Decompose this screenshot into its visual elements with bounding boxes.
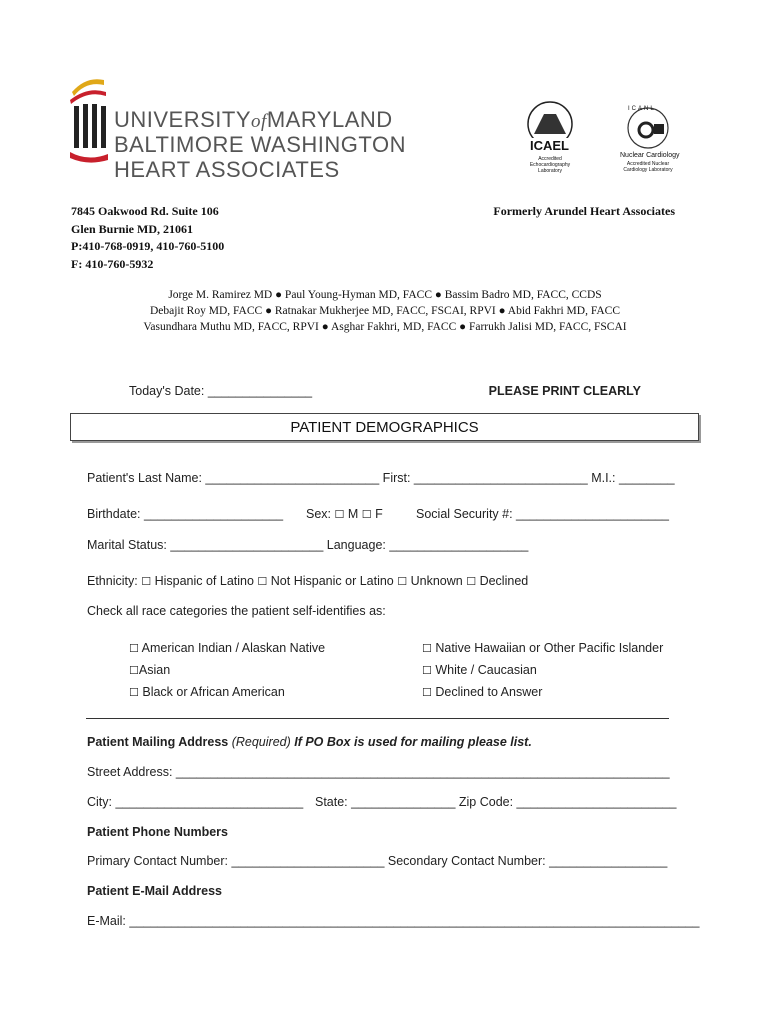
- patient-name-field[interactable]: Patient's Last Name: _________________________ First: _________________________ M.I.: ________: [87, 471, 675, 485]
- race-label: Black or African American: [142, 685, 285, 699]
- icanl-subtitle: Nuclear Cardiology: [620, 152, 680, 159]
- ethnicity-option: Hispanic of Latino: [154, 574, 254, 588]
- address-line: Glen Burnie MD, 21061: [71, 221, 193, 236]
- checkbox[interactable]: ☐: [141, 575, 152, 588]
- address-line: 7845 Oakwood Rd. Suite 106: [71, 204, 219, 218]
- street-address-field[interactable]: Street Address: _______________________________________________________________________: [87, 765, 670, 779]
- checkbox[interactable]: ☐: [422, 664, 432, 677]
- fax-line: F: 410-760-5932: [71, 256, 154, 271]
- race-label: Declined to Answer: [435, 685, 543, 699]
- checkbox[interactable]: ☐: [129, 642, 139, 655]
- logo-line1: UNIVERSITYofMARYLAND: [114, 107, 393, 132]
- ethnicity-option: Declined: [479, 574, 529, 588]
- race-label: Asian: [138, 663, 171, 677]
- ethnicity-option: Not Hispanic or Latino: [270, 574, 394, 588]
- logo-emblem: [68, 74, 110, 166]
- ethnicity-field: [87, 574, 528, 588]
- city-field[interactable]: City: ___________________________: [87, 795, 304, 809]
- checkbox[interactable]: ☐: [422, 642, 432, 655]
- marital-language-field[interactable]: Marital Status: ______________________ Language: ____________________: [87, 538, 529, 552]
- physician-list: [0, 287, 770, 335]
- race-option[interactable]: [129, 663, 170, 677]
- race-option[interactable]: [129, 685, 285, 699]
- physician-line: Debajit Roy MD, FACC ● Ratnakar Mukherjee MD, FACC, FSCAI, RPVI ● Abid Fakhri MD, FACC: [149, 305, 621, 317]
- sex-m-checkbox[interactable]: ☐: [334, 508, 345, 521]
- print-clearly-note: PLEASE PRINT CLEARLY: [488, 384, 641, 398]
- sex-m-label: M: [347, 507, 359, 521]
- mailing-required: (Required): [228, 735, 291, 749]
- ssn-field[interactable]: Social Security #: ______________________: [416, 507, 669, 521]
- race-option[interactable]: [422, 641, 663, 655]
- mailing-note: If PO Box is used for mailing please list.: [290, 735, 532, 749]
- phone-heading: Patient Phone Numbers: [87, 825, 228, 839]
- icanl-subtitle-2: Accredited Nuclear Cardiology Laboratory: [623, 161, 673, 173]
- checkbox[interactable]: ☐: [397, 575, 408, 588]
- sex-f-checkbox[interactable]: ☐: [361, 508, 372, 521]
- checkbox[interactable]: ☐: [129, 686, 139, 699]
- phone-numbers-field[interactable]: Primary Contact Number: ______________________ Secondary Contact Number: _________________: [87, 854, 668, 868]
- icael-subtitle: Accredited Echocardiography Laboratory: [529, 156, 571, 174]
- todays-date-field[interactable]: Today's Date: _______________: [129, 384, 313, 398]
- ethnicity-option: Unknown: [410, 574, 463, 588]
- formerly-note: Formerly Arundel Heart Associates: [493, 204, 675, 218]
- checkbox[interactable]: ☐: [257, 575, 268, 588]
- sex-f-label: F: [375, 507, 383, 521]
- logo-line2: BALTIMORE WASHINGTON: [114, 132, 406, 157]
- race-label: Native Hawaiian or Other Pacific Islander: [435, 641, 664, 655]
- physician-line: Vasundhara Muthu MD, FACC, RPVI ● Asghar Fakhri, MD, FACC ● Farrukh Jalisi MD, FACC, FSCAI: [143, 321, 627, 333]
- phone-line: P:410-768-0919, 410-760-5100: [71, 239, 225, 253]
- email-field[interactable]: E-Mail: __________________________________________________________________________________: [87, 914, 700, 928]
- physician-line: Jorge M. Ramirez MD ● Paul Young-Hyman MD, FACC ● Bassim Badro MD, FACC, CCDS: [168, 289, 602, 301]
- icanl-label: ICANL: [628, 106, 656, 112]
- logo-line3: HEART ASSOCIATES: [114, 157, 340, 182]
- sex-field: [306, 507, 383, 521]
- section-title: PATIENT DEMOGRAPHICS: [70, 413, 699, 441]
- checkbox[interactable]: ☐: [129, 664, 139, 677]
- sex-label: Sex:: [306, 507, 332, 521]
- race-option[interactable]: [129, 641, 325, 655]
- checkbox[interactable]: ☐: [466, 575, 477, 588]
- checkbox[interactable]: ☐: [422, 686, 432, 699]
- state-zip-field[interactable]: State: _______________ Zip Code: _______________________: [315, 795, 677, 809]
- ethnicity-label: Ethnicity:: [87, 574, 138, 588]
- birthdate-field[interactable]: Birthdate: ____________________: [87, 507, 284, 521]
- race-option[interactable]: [422, 685, 542, 699]
- mailing-heading-bold: Patient Mailing Address: [87, 735, 229, 749]
- email-heading: Patient E-Mail Address: [87, 884, 222, 898]
- icael-label: ICAEL: [530, 138, 569, 153]
- address-block: [71, 203, 224, 273]
- mailing-heading: [87, 735, 532, 749]
- race-option[interactable]: [422, 663, 537, 677]
- race-label: White / Caucasian: [435, 663, 537, 677]
- section-divider: [86, 718, 669, 719]
- race-label: American Indian / Alaskan Native: [141, 641, 326, 655]
- race-prompt: Check all race categories the patient self-identifies as:: [87, 604, 386, 618]
